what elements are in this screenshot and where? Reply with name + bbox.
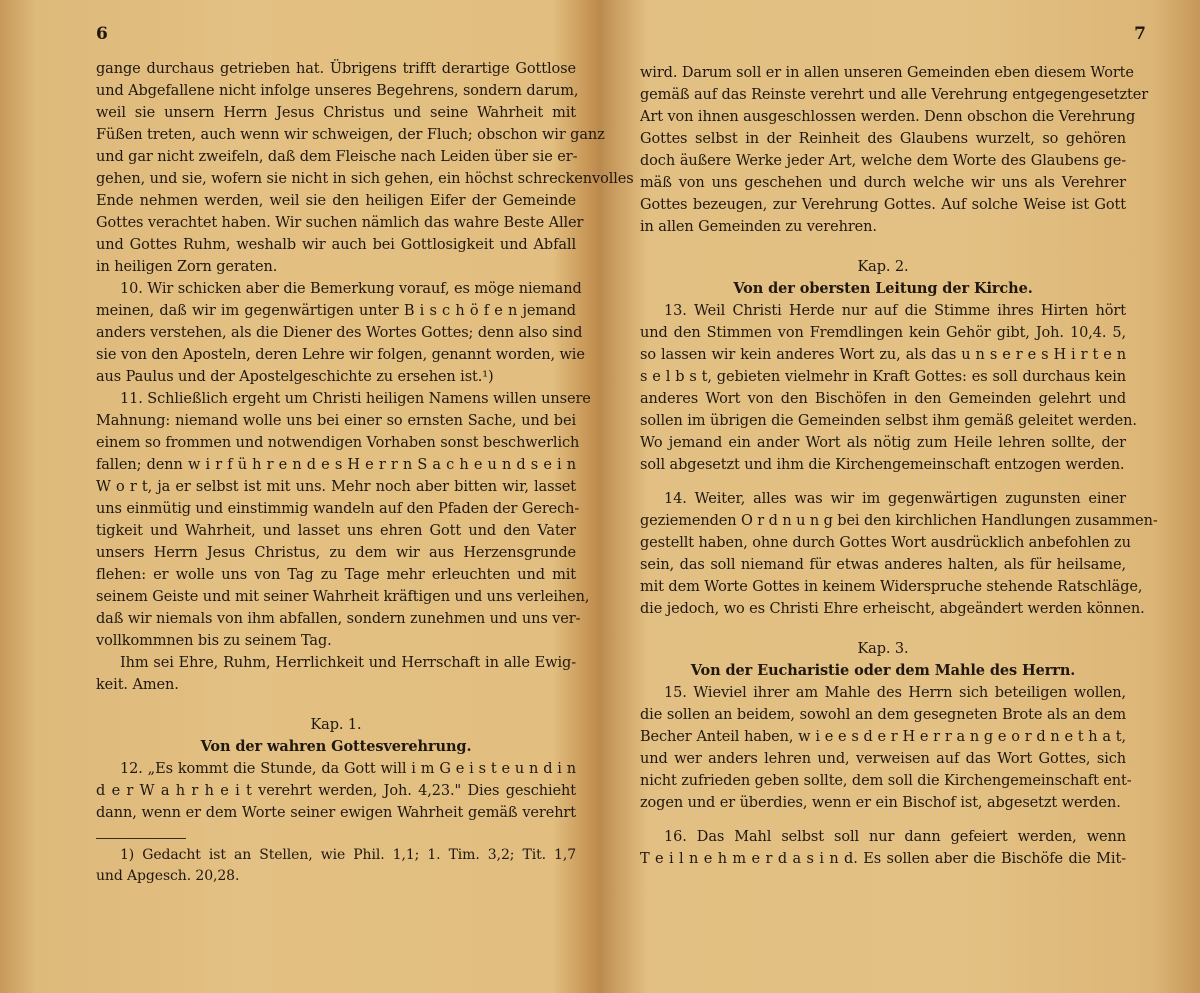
right-page [600, 0, 1200, 993]
paragraph-doxology [96, 652, 576, 696]
text-line: und Abgefallene nicht infolge unseres Begehrens, sondern darum, [96, 83, 579, 99]
text-line: und gar nicht zweifeln, daß dem Fleische nach Leiden über sie er- [96, 149, 578, 165]
footnote [96, 845, 576, 887]
text-line: daß wir niemals von ihm abfallen, sondern zunehmen und uns ver- [96, 611, 581, 627]
text-line: 16. Das Mahl selbst soll nur dann gefeiert werden, wenn [664, 829, 1126, 845]
text-line: 15. Wieviel ihrer am Mahle des Herrn sich beteiligen wollen, [664, 685, 1126, 701]
paragraph-continuation [96, 58, 634, 278]
text-line: Gottes bezeugen, zur Verehrung Gottes. Auf solche Weise ist Gott [640, 197, 1126, 213]
page-number-left: 6 [96, 24, 108, 44]
text-line: mit dem Worte Gottes in keinem Widerspruche stehende Ratschläge, [640, 579, 1143, 595]
text-line: vollkommnen bis zu seinem Tag. [96, 633, 332, 649]
footnote-line: 1) Gedacht ist an Stellen, wie Phil. 1,1; 1. Tim. 3,2; Tit. 1,7 [120, 847, 576, 863]
footnote-line: und Apgesch. 20,28. [96, 868, 240, 884]
text-line: geziemenden O r d n u n g bei den kirchlichen Handlungen zusammen- [640, 513, 1158, 529]
text-line: 11. Schließlich ergeht um Christi heiligen Namens willen unsere [120, 391, 591, 407]
text-line: nicht zufrieden geben sollte, dem soll die Kirchengemeinschaft ent- [640, 773, 1132, 789]
text-line: T e i l n e h m e r d a s i n d. Es sollen aber die Bischöfe die Mit- [640, 851, 1126, 867]
text-line: Wo jemand ein ander Wort als nötig zum Heile lehren sollte, der [640, 435, 1126, 451]
footnote-divider [96, 838, 186, 839]
paragraph-12-continuation [640, 62, 1149, 238]
text-line: flehen: er wolle uns von Tag zu Tage mehr erleuchten und mit [96, 567, 576, 583]
text-line: uns einmütig und einstimmig wandeln auf den Pfaden der Gerech- [96, 501, 580, 517]
text-line: und wer anders lehren und, verweisen auf das Wort Gottes, sich [640, 751, 1126, 767]
text-line: 13. Weil Christi Herde nur auf die Stimme ihres Hirten hört [664, 303, 1126, 319]
text-line: Gottes verachtet haben. Wir suchen nämlich das wahre Beste Aller [96, 215, 584, 231]
text-line: sein, das soll niemand für etwas anderes halten, als für heilsame, [640, 557, 1126, 573]
text-line: wird. Darum soll er in allen unseren Gemeinden eben diesem Worte [640, 65, 1134, 81]
page-number-right: 7 [1134, 24, 1146, 44]
text-line: in heiligen Zorn geraten. [96, 259, 278, 275]
text-line: gemäß auf das Reinste verehrt und alle Verehrung entgegengesetzter [640, 87, 1149, 103]
text-line: Mahnung: niemand wolle uns bei einer so ernsten Sache, und bei [96, 413, 576, 429]
text-line: Ihm sei Ehre, Ruhm, Herrlichkeit und Herrschaft in alle Ewig- [120, 655, 576, 671]
text-line: die jedoch, wo es Christi Ehre erheischt, abgeändert werden können. [640, 601, 1145, 617]
chapter-3-title: Von der Eucharistie oder dem Mahle des Herrn. [690, 662, 1076, 679]
text-line: Art von ihnen ausgeschlossen werden. Denn obschon die Verehrung [640, 109, 1136, 125]
text-line: die sollen an beidem, sowohl an dem gesegneten Brote als an dem [640, 707, 1126, 723]
text-line: aus Paulus und der Apostelgeschichte zu ersehen ist.¹) [96, 369, 494, 385]
text-line: fallen; denn w i r f ü h r e n d e s H e r r n S a c h e u n d s e i n [96, 457, 576, 473]
text-line: zogen und er überdies, wenn er ein Bischof ist, abgesetzt werden. [640, 795, 1121, 811]
paragraph-13 [640, 300, 1137, 476]
text-line: gestellt haben, ohne durch Gottes Wort ausdrücklich anbefohlen zu [640, 535, 1131, 551]
text-line: 10. Wir schicken aber die Bemerkung vorauf, es möge niemand [120, 281, 582, 297]
paragraph-16 [640, 826, 1126, 870]
text-line: so lassen wir kein anderes Wort zu, als das u n s e r e s H i r t e n [640, 347, 1126, 363]
text-line: 12. „Es kommt die Stunde, da Gott will i m G e i s t e u n d i n [120, 761, 576, 777]
text-line: W o r t, ja er selbst ist mit uns. Mehr noch aber bitten wir, lasset [96, 479, 576, 495]
paragraph-12 [96, 758, 576, 824]
text-line: gange durchaus getrieben hat. Übrigens trifft derartige Gottlose [96, 61, 576, 77]
text-line: und den Stimmen von Fremdlingen kein Gehör gibt, Joh. 10,4. 5, [640, 325, 1126, 341]
text-line: seinem Geiste und mit seiner Wahrheit kräftigen und uns verleihen, [96, 589, 590, 605]
text-line: Ende nehmen werden, weil sie den heiligen Eifer der Gemeinde [96, 193, 576, 209]
text-line: tigkeit und Wahrheit, und lasset uns ehren Gott und den Vater [96, 523, 576, 539]
paragraph-11 [96, 388, 591, 652]
text-line: keit. Amen. [96, 677, 179, 693]
text-line: anders verstehen, als die Diener des Wortes Gottes; denn also sind [96, 325, 583, 341]
text-line: einem so frommen und notwendigen Vorhaben sonst beschwerlich [96, 435, 580, 451]
paragraph-14 [640, 488, 1158, 620]
text-line: und Gottes Ruhm, weshalb wir auch bei Gottlosigkeit und Abfall [96, 237, 576, 253]
chapter-2-title: Von der obersten Leitung der Kirche. [733, 280, 1033, 297]
text-line: doch äußere Werke jeder Art, welche dem Worte des Glaubens ge- [640, 153, 1126, 169]
text-line: unsers Herrn Jesus Christus, zu dem wir aus Herzensgrunde [96, 545, 576, 561]
text-line: gehen, und sie, wofern sie nicht in sich gehen, ein höchst schreckenvolles [96, 171, 634, 187]
text-line: 14. Weiter, alles was wir im gegenwärtigen zugunsten einer [664, 491, 1126, 507]
text-line: Füßen treten, auch wenn wir schweigen, der Fluch; obschon wir ganz [96, 127, 605, 143]
right-text-block [640, 62, 1158, 870]
text-line: sollen im übrigen die Gemeinden selbst ihm gemäß geleitet werden. [640, 413, 1137, 429]
chapter-1-title: Von der wahren Gottesverehrung. [200, 738, 472, 755]
chapter-3-label: Kap. 3. [857, 641, 909, 657]
chapter-1-label: Kap. 1. [310, 717, 362, 733]
text-line: Becher Anteil haben, w i e e s d e r H e r r a n g e o r d n e t h a t, [640, 729, 1126, 745]
text-line: anderes Wort von den Bischöfen in den Gemeinden gelehrt und [640, 391, 1126, 407]
text-line: in allen Gemeinden zu verehren. [640, 219, 877, 235]
text-line: d e r W a h r h e i t verehrt werden, Joh. 4,23." Dies geschieht [96, 783, 576, 799]
chapter-2-label: Kap. 2. [857, 259, 909, 275]
text-line: sie von den Aposteln, deren Lehre wir folgen, genannt worden, wie [96, 347, 585, 363]
paragraph-15 [640, 682, 1132, 814]
text-line: soll abgesetzt und ihm die Kirchengemeinschaft entzogen werden. [640, 457, 1125, 473]
text-line: weil sie unsern Herrn Jesus Christus und seine Wahrheit mit [96, 105, 576, 121]
text-line: Gottes selbst in der Reinheit des Glaubens wurzelt, so gehören [640, 131, 1126, 147]
text-line: dann, wenn er dem Worte seiner ewigen Wahrheit gemäß verehrt [96, 805, 576, 821]
text-line: meinen, daß wir im gegenwärtigen unter B i s c h ö f e n jemand [96, 303, 576, 319]
text-line: s e l b s t, gebieten vielmehr in Kraft Gottes: es soll durchaus kein [640, 369, 1126, 385]
paragraph-10 [96, 278, 585, 388]
text-line: mäß von uns geschehen und durch welche wir uns als Verehrer [640, 175, 1126, 191]
left-text-block [96, 58, 634, 887]
